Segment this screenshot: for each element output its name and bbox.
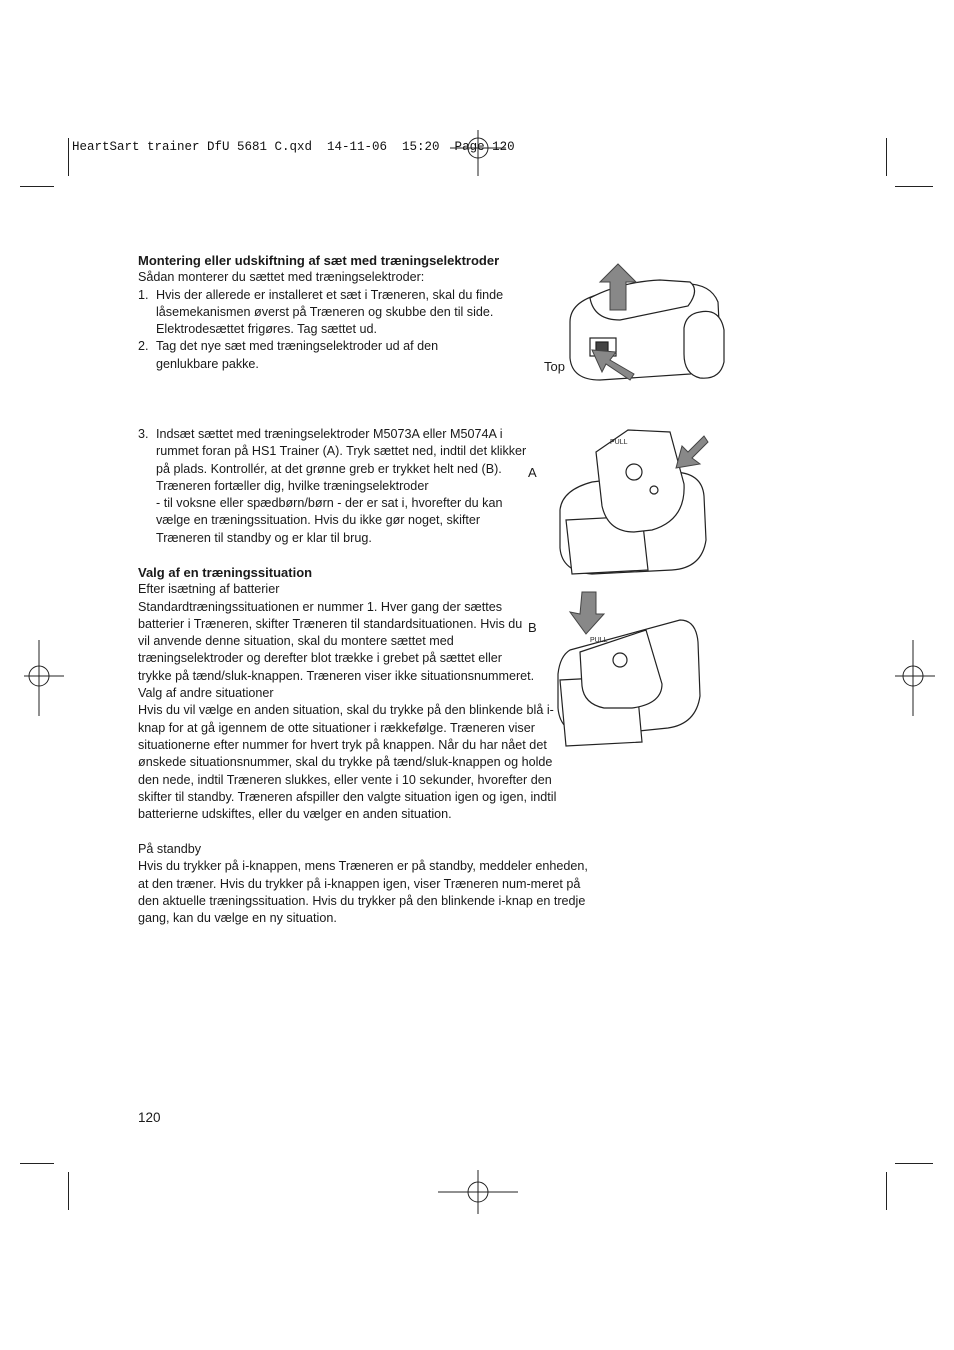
svg-text:PULL: PULL <box>610 439 628 446</box>
section-mounting <box>138 252 598 373</box>
figure-label-top: Top <box>544 359 565 374</box>
subheading: Efter isætning af batterier <box>138 582 280 597</box>
section-heading: Montering eller udskiftning af sæt med træningselektroder <box>138 253 500 268</box>
svg-text:PULL: PULL <box>590 637 608 644</box>
figure-insert-pads <box>552 420 722 580</box>
registration-mark-left <box>24 640 64 716</box>
arrow-down-icon <box>570 592 604 634</box>
print-slug: HeartSart trainer DfU 5681 C.qxd 14-11-06 15:20 Page 120 <box>72 140 515 154</box>
registration-mark-bottom <box>438 1170 518 1220</box>
list-item: 1. Hvis der allerede er installeret et sæt i Træneren, skal du finde låsemekanismen øverst på Træneren og skubbe den til side. Elektrodesættet frigøres. Tag sættet ud. <box>138 287 504 337</box>
arrow-down-left-icon <box>676 436 708 468</box>
subheading: Valg af andre situationer <box>138 686 274 701</box>
paragraph: Hvis du vil vælge en anden situation, skal du trykke på den blinkende blå i-knap for at gå igennem de otte situationer i rækkefølge. Træneren viser situationerne efter nummer for hvert tryk på knappen. Når du har nået det ønskede situationsnummer, skal du trykke på tænd/sluk-knappen og holde den nede, indtil Træneren slukkes, eller vente i 10 sekunder, hvorefter den skifter til standby. Træneren afspiller den valgte situation igen og igen, indtil batterierne udskiftes, eller du vælger en anden situation. <box>138 703 557 822</box>
paragraph: Standardtræningssituationen er nummer 1. Hver gang der sættes batterier i Træneren, skifter Træneren til standardsituationen. Hvis du vil anvende denne situation, skal du montere sættet med træningselektroder og derefter blot trække i grebet på sættet eller trykke på tænd/sluk-knappen. Træneren viser ikke situationsnummeret. <box>138 599 535 683</box>
list-item: 3. Indsæt sættet med træningselektroder M5073A eller M5074A i rummet foran på HS1 Trainer (A). Tryk sættet ned, indtil det klikker på plads. Kontrollér, at det grønne greb er trykket helt ned (B). Træneren fortæller dig, hvilke træningselektroder <box>138 427 527 493</box>
figure-press-pads <box>550 590 710 750</box>
section-standby <box>138 841 588 927</box>
paragraph: Hvis du trykker på i-knappen, mens Træneren er på standby, meddeler enheden, at den træner. Hvis du trykker på i-knappen igen, viser Træneren num-meret på den aktuelle træningssituation. Hvis du trykker på den blinkende i-knap en tredje gang, kan du vælge en ny situation. <box>138 859 588 926</box>
intro-text: Sådan monterer du sættet med træningselektroder: <box>138 270 425 285</box>
section-scenario <box>138 564 558 823</box>
figure-label-b: B <box>528 620 537 635</box>
registration-mark-top <box>450 130 506 186</box>
list-item-continued: - til voksne eller spædbørn/børn - der er sat i, hvorefter du kan vælge en træningssituation. Hvis du ikke gør noget, skifter Træneren til standby og er klar til brug. <box>156 496 503 545</box>
list-item: 2. Tag det nye sæt med træningselektroder ud af den genlukbare pakke. <box>138 339 439 371</box>
subheading: På standby <box>138 842 202 856</box>
figure-label-a: A <box>528 465 537 480</box>
page-number: 120 <box>138 1110 161 1125</box>
figure-remove-pads <box>560 262 730 392</box>
registration-mark-right <box>895 640 935 716</box>
section-heading: Valg af en træningssituation <box>138 565 313 580</box>
section-insert <box>138 426 538 547</box>
